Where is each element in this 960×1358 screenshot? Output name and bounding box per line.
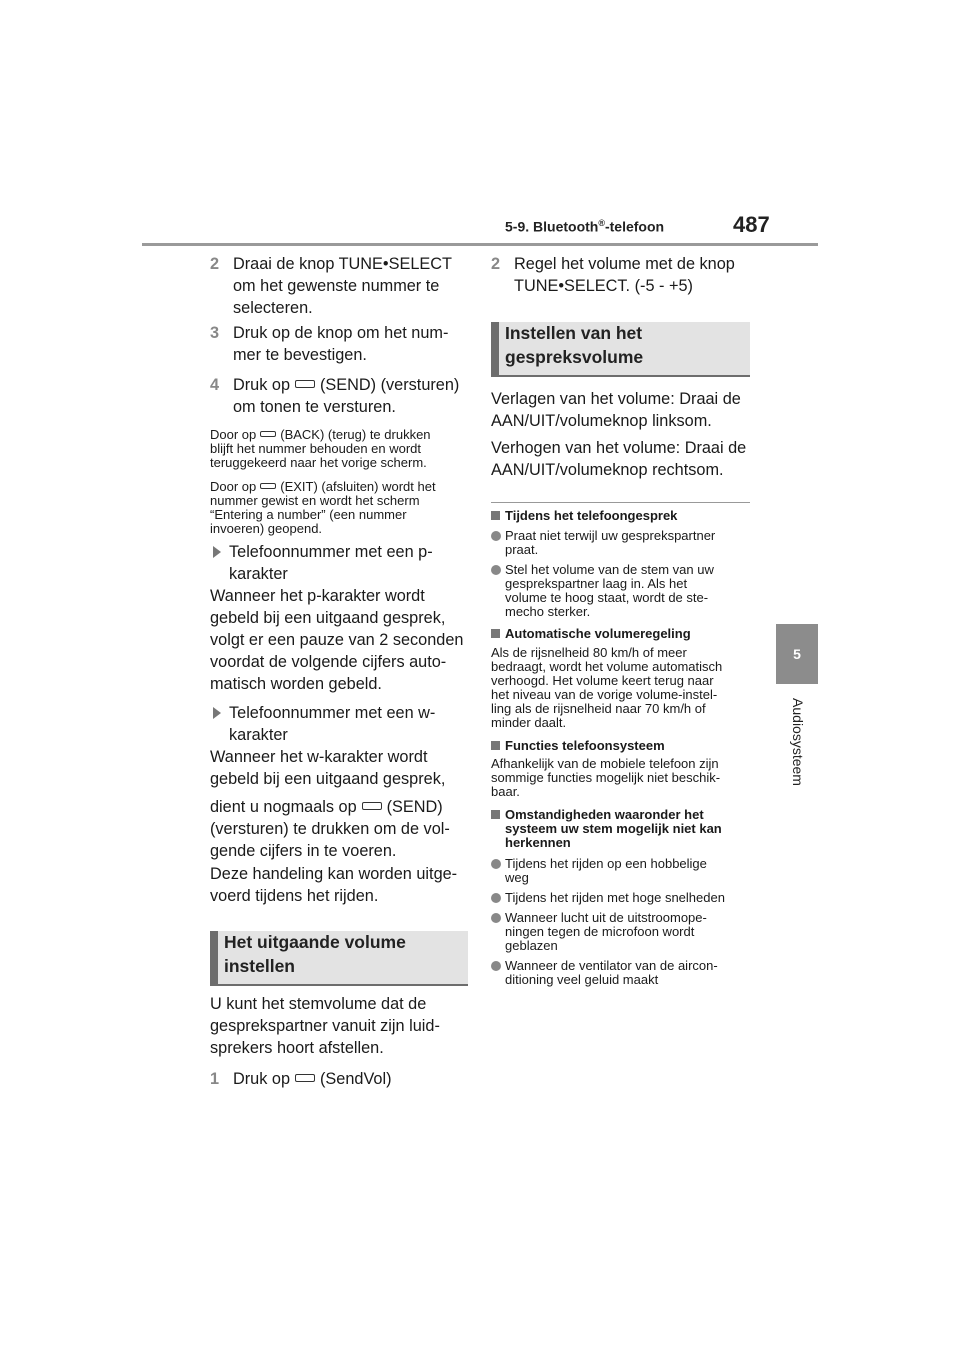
circle-bullet-icon xyxy=(491,859,501,869)
bullet-air-vents: Wanneer lucht uit de uitstroomope- ningen tegen de microfoon wordt geblazen xyxy=(491,911,750,953)
send-key-icon xyxy=(362,802,382,810)
circle-bullet-icon xyxy=(491,893,501,903)
step-3: 3 Druk op de knop om het num- mer te bevestigen. xyxy=(210,324,449,364)
w-character-heading: Telefoonnummer met een w- karakter xyxy=(210,702,468,746)
circle-bullet-icon xyxy=(491,961,501,971)
bullet-ac-fan: Wanneer de ventilator van de aircon- ditioning veel geluid maakt xyxy=(491,959,750,987)
section-call-volume: Instellen van het gespreksvolume xyxy=(491,322,750,377)
bullet-dont-talk: Praat niet terwijl uw gesprekspartner praat. xyxy=(491,529,750,557)
circle-bullet-icon xyxy=(491,531,501,541)
step-2: 2 Draai de knop TUNE•SELECT om het gewenste nummer te selecteren. xyxy=(210,255,452,317)
triangle-bullet-icon xyxy=(213,707,221,719)
note-heading-call: Tijdens het telefoongesprek xyxy=(491,509,750,523)
back-key-icon xyxy=(260,431,276,437)
chapter-title: 5-9. Bluetooth®-telefoon xyxy=(505,218,665,235)
chapter-tab: 5 xyxy=(776,624,818,684)
triangle-bullet-icon xyxy=(213,546,221,558)
note-heading-functions: Functies telefoonsysteem xyxy=(491,739,750,753)
p-character-text: Wanneer het p-karakter wordt gebeld bij een uitgaand gesprek, volgt er een pauze van 2 seconden voordat de volgende cijfers auto- matisch worden gebeld. xyxy=(210,587,464,693)
bullet-echo: Stel het volume van de stem van uw gesprekspartner laag in. Als het volume te hoog staat, wordt de ste- mecho sterker. xyxy=(491,563,750,619)
exit-key-icon xyxy=(260,483,276,489)
step-4: 4 Druk op (SEND) (versturen) om tonen te versturen. xyxy=(210,376,460,416)
square-bullet-icon xyxy=(491,741,500,750)
auto-volume-text: Als de rijsnelheid 80 km/h of meer bedraagt, wordt het volume automatisch verhoogd. Het volume keert terug naar het niveau van de vorige volume-instel- ling als de rijsnelheid naar 70 km/h of minder daalt. xyxy=(491,645,723,730)
square-bullet-icon xyxy=(491,629,500,638)
bullet-high-speed: Tijdens het rijden met hoge snelheden xyxy=(491,891,750,905)
outgoing-volume-text: U kunt het stemvolume dat de gesprekspartner vanuit zijn luid- sprekers hoort afstellen. xyxy=(210,995,440,1057)
note-heading-recognition: Omstandigheden waaronder het systeem uw stem mogelijk niet kan herkennen xyxy=(491,808,750,850)
w-character-text: Wanneer het w-karakter wordt gebeld bij een uitgaand gesprek, dient u nogmaals op (SEND) (versturen) te drukken om de vol- gende cijfers in te voeren. Deze handeling kan worden uitge- voerd tijdens het rijden. xyxy=(210,748,458,905)
left-column xyxy=(210,253,468,1091)
square-bullet-icon xyxy=(491,511,500,520)
step-1-sendvol: 1 Druk op (SendVol) xyxy=(210,1070,392,1088)
volume-up-text: Verhogen van het volume: Draai de AAN/UIT/volumeknop rechtsom. xyxy=(491,439,747,479)
circle-bullet-icon xyxy=(491,913,501,923)
right-column xyxy=(491,253,750,987)
note-exit: Door op (EXIT) (afsluiten) wordt het nummer gewist en wordt het scherm “Entering a number” (een nummer invoeren) geopend. xyxy=(210,479,436,536)
chapter-label: Audiosysteem xyxy=(790,698,806,786)
step-2-volume: 2 Regel het volume met de knop TUNE•SELECT. (-5 - +5) xyxy=(491,255,735,295)
square-bullet-icon xyxy=(491,810,500,819)
section-outgoing-volume: Het uitgaande volume instellen xyxy=(210,931,468,986)
p-character-heading: Telefoonnummer met een p- karakter xyxy=(210,541,468,585)
bullet-bumpy-road: Tijdens het rijden op een hobbelige weg xyxy=(491,857,750,885)
functions-text: Afhankelijk van de mobiele telefoon zijn sommige functies mogelijk niet beschik- baar. xyxy=(491,756,721,799)
circle-bullet-icon xyxy=(491,565,501,575)
page-number: 487 xyxy=(733,212,770,237)
note-heading-auto-volume: Automatische volumeregeling xyxy=(491,627,750,641)
note-back: Door op (BACK) (terug) te drukken blijft het nummer behouden en wordt teruggekeerd naar het vorige scherm. xyxy=(210,427,431,470)
sendvol-key-icon xyxy=(295,1074,315,1082)
header-rule xyxy=(142,243,818,246)
volume-down-text: Verlagen van het volume: Draai de AAN/UIT/volumeknop linksom. xyxy=(491,390,741,430)
send-key-icon xyxy=(295,380,315,388)
